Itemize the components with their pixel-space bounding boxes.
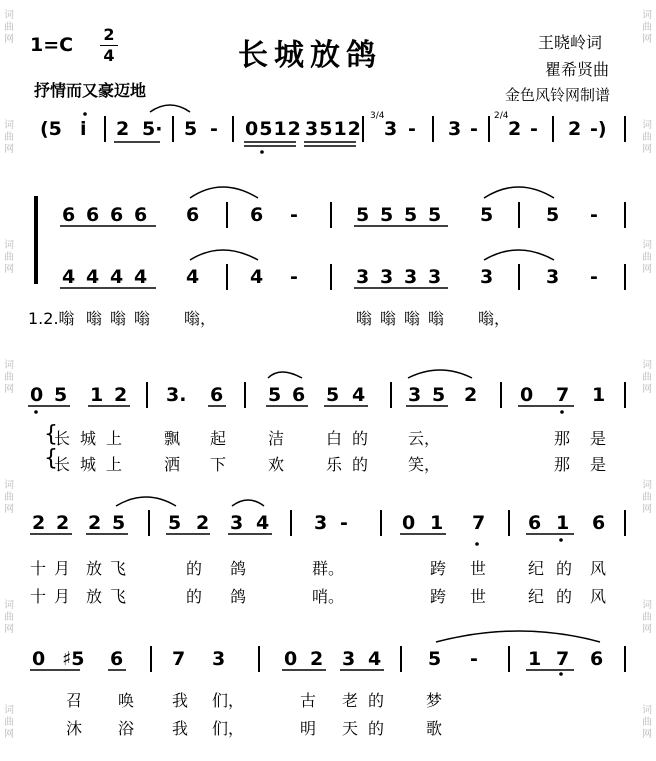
note: 7 xyxy=(172,648,186,670)
lyric: 纪 xyxy=(528,559,545,578)
watermark-left: 词 曲 网 xyxy=(4,120,14,155)
composer: 瞿希贤曲 xyxy=(545,60,610,79)
note: 1 xyxy=(592,384,606,406)
lyric: 白 xyxy=(326,429,343,448)
note: ♯5 xyxy=(62,648,85,670)
note: 3 xyxy=(356,266,370,288)
lyric: 嗡 xyxy=(428,309,445,328)
lyric: 起 xyxy=(210,429,227,448)
note: 6 xyxy=(590,648,604,670)
note: 3 xyxy=(404,266,418,288)
note: -) xyxy=(590,118,607,140)
lyric: 洁 xyxy=(268,429,285,448)
note: 5 xyxy=(480,204,494,226)
lyric: 乐 xyxy=(326,455,343,474)
note: - xyxy=(470,648,478,670)
watermark-left: 词 曲 网 xyxy=(4,10,14,45)
watermark-right: 词 曲 网 xyxy=(642,360,652,395)
lyric: 的 xyxy=(368,719,385,738)
note-group: 3512 xyxy=(305,118,362,140)
note: 6 xyxy=(528,512,542,534)
lyric: 歌 xyxy=(426,719,443,738)
lyric: 上 xyxy=(106,455,123,474)
lyric: 鸽 xyxy=(230,587,247,606)
note: 5 xyxy=(356,204,370,226)
watermark-right: 词 曲 网 xyxy=(642,10,652,45)
lyric: 城 xyxy=(80,455,97,474)
lyric: 十 xyxy=(30,587,47,606)
lyricist: 王晓岭词 xyxy=(538,33,603,52)
time-top: 2 xyxy=(103,25,115,44)
note: 3 xyxy=(212,648,226,670)
note: 4 xyxy=(368,648,382,670)
meter-change: 3/4 xyxy=(370,111,385,121)
lyric: 月 xyxy=(54,559,71,578)
note: 4 xyxy=(352,384,366,406)
note: 3. xyxy=(166,384,187,406)
watermark-right: 词 曲 网 xyxy=(642,480,652,515)
lyric: 飞 xyxy=(110,587,127,606)
watermark-right: 词 曲 网 xyxy=(642,120,652,155)
verse-brace: { xyxy=(44,422,58,447)
note: 0 xyxy=(520,384,534,406)
lyric: 飞 xyxy=(110,559,127,578)
note: 1 xyxy=(528,648,542,670)
note: 6 xyxy=(110,648,124,670)
lyric: 世 xyxy=(470,587,487,606)
note: - xyxy=(590,266,598,288)
note: - xyxy=(590,204,598,226)
lyric: 城 xyxy=(80,429,97,448)
song-title: 长城放鸽 xyxy=(238,38,382,73)
note: 4 xyxy=(186,266,200,288)
note: 5 xyxy=(428,648,442,670)
note: 6 xyxy=(250,204,264,226)
key-signature: 1=C xyxy=(30,34,74,56)
time-bottom: 4 xyxy=(103,46,115,65)
lyric: 嗡 xyxy=(380,309,397,328)
note: 6 xyxy=(62,204,76,226)
note: 0 xyxy=(30,384,44,406)
note: 2 xyxy=(464,384,478,406)
note: - xyxy=(470,118,478,140)
watermark-right: 词 曲 网 xyxy=(642,600,652,635)
lyric: 的 xyxy=(186,587,203,606)
lyric: 月 xyxy=(54,587,71,606)
note: - xyxy=(408,118,416,140)
note: 4 xyxy=(256,512,270,534)
lyric: 们， xyxy=(212,719,245,738)
note: 4 xyxy=(62,266,76,288)
note: (5 xyxy=(40,118,62,140)
lyric: 浴 xyxy=(118,719,135,738)
lyric: 嗡， xyxy=(478,309,511,328)
note: - xyxy=(530,118,538,140)
note: 5 xyxy=(404,204,418,226)
meter-change: 2/4 xyxy=(494,111,509,121)
lyric: 我 xyxy=(172,719,189,738)
lyric: 嗡， xyxy=(184,309,217,328)
lyric: 长 xyxy=(54,429,71,448)
note: 2 xyxy=(56,512,70,534)
lyric: 嗡 xyxy=(110,309,127,328)
lyric: 笑， xyxy=(408,455,441,474)
note: 1 xyxy=(90,384,104,406)
note: 5 xyxy=(380,204,394,226)
lyric: 放 xyxy=(86,587,103,606)
lyric: 老 xyxy=(342,691,359,710)
lyric: 欢 xyxy=(268,455,285,474)
lyric: 飘 xyxy=(164,429,181,448)
lyric: 风 xyxy=(590,559,607,578)
lyric: 那 xyxy=(554,455,571,474)
note: 7 xyxy=(556,648,570,670)
lyric: 洒 xyxy=(164,455,181,474)
note: 4 xyxy=(86,266,100,288)
note: 5 xyxy=(168,512,182,534)
watermark-left: 词 曲 网 xyxy=(4,240,14,275)
note: 2 xyxy=(116,118,130,140)
lyric: 世 xyxy=(470,559,487,578)
verse-brace: { xyxy=(44,446,58,471)
note: 3 xyxy=(384,118,398,140)
note: 3 xyxy=(546,266,560,288)
lyric: 沐 xyxy=(66,719,83,738)
lyric: 上 xyxy=(106,429,123,448)
lyric: 风 xyxy=(590,587,607,606)
note: 5 xyxy=(112,512,126,534)
note: 5 xyxy=(268,384,282,406)
watermark-left: 词 曲 网 xyxy=(4,600,14,635)
note: 3 xyxy=(314,512,328,534)
lyric: 十 xyxy=(30,559,47,578)
lyric: 放 xyxy=(86,559,103,578)
note: 4 xyxy=(250,266,264,288)
note: 6 xyxy=(592,512,606,534)
note: 3 xyxy=(428,266,442,288)
score-maker: 金色风铃网制谱 xyxy=(505,86,611,104)
watermark-right: 词 曲 网 xyxy=(642,705,652,740)
lyric: 鸽 xyxy=(230,559,247,578)
note: 2 xyxy=(196,512,210,534)
lyric: 召 xyxy=(66,691,83,710)
note: 2 xyxy=(32,512,46,534)
watermark-right: 词 曲 网 xyxy=(642,240,652,275)
note: - xyxy=(210,118,218,140)
note: - xyxy=(290,266,298,288)
note: 6 xyxy=(110,204,124,226)
lyric: 嗡 xyxy=(134,309,151,328)
watermark-left: 词 曲 网 xyxy=(4,360,14,395)
lyric: 我 xyxy=(172,691,189,710)
note: 3 xyxy=(380,266,394,288)
note: 4 xyxy=(110,266,124,288)
lyric: 们， xyxy=(212,691,245,710)
lyric: 嗡 xyxy=(86,309,103,328)
lyric: 那 xyxy=(554,429,571,448)
note: 2 xyxy=(88,512,102,534)
note: 2 xyxy=(310,648,324,670)
lyric: 是 xyxy=(590,455,607,474)
note: 3 xyxy=(480,266,494,288)
lyric: 云， xyxy=(408,429,441,448)
note: 0 xyxy=(32,648,46,670)
lyric: 下 xyxy=(210,455,227,474)
lyric: 的 xyxy=(186,559,203,578)
lyric: 哨。 xyxy=(312,587,345,606)
note: 6 xyxy=(134,204,148,226)
note: 2 xyxy=(508,118,522,140)
lyric: 跨 xyxy=(430,587,447,606)
note: 3 xyxy=(408,384,422,406)
note: 3 xyxy=(342,648,356,670)
note: 3 xyxy=(448,118,462,140)
note: - xyxy=(290,204,298,226)
note: 4 xyxy=(134,266,148,288)
note: 5 xyxy=(326,384,340,406)
note: 6 xyxy=(186,204,200,226)
note: 2 xyxy=(114,384,128,406)
note: 5 xyxy=(432,384,446,406)
lyric: 是 xyxy=(590,429,607,448)
note-group: 0512 xyxy=(245,118,302,140)
lyric: 的 xyxy=(352,429,369,448)
note: - xyxy=(340,512,348,534)
watermark-left: 词 曲 网 xyxy=(4,480,14,515)
lyric: 嗡 xyxy=(356,309,373,328)
note: 2 xyxy=(568,118,582,140)
note: i xyxy=(80,118,87,140)
lyric: 梦 xyxy=(426,691,443,710)
lyric: 的 xyxy=(352,455,369,474)
note: 3 xyxy=(230,512,244,534)
lyric: 群。 xyxy=(312,559,345,578)
note: 7 xyxy=(556,384,570,406)
note: 5 xyxy=(54,384,68,406)
note: 5 xyxy=(428,204,442,226)
lyric: 长 xyxy=(54,455,71,474)
lyric: 嗡 xyxy=(404,309,421,328)
lyric: 的 xyxy=(556,559,573,578)
note: 5· xyxy=(142,118,163,140)
tempo-marking: 抒情而又豪迈地 xyxy=(34,81,147,100)
note: 7 xyxy=(472,512,486,534)
note: 0 xyxy=(284,648,298,670)
note: 1 xyxy=(430,512,444,534)
watermark-left: 词 曲 网 xyxy=(4,705,14,740)
note: 5 xyxy=(184,118,198,140)
note: 1 xyxy=(556,512,570,534)
lyric: 的 xyxy=(556,587,573,606)
lyric: 明 xyxy=(300,719,317,738)
note: 0 xyxy=(402,512,416,534)
lyric: 纪 xyxy=(528,587,545,606)
lyric: 的 xyxy=(368,691,385,710)
lyric: 古 xyxy=(300,691,317,710)
note: 6 xyxy=(210,384,224,406)
note: 6 xyxy=(292,384,306,406)
note: 6 xyxy=(86,204,100,226)
lyric: 跨 xyxy=(430,559,447,578)
note: 5 xyxy=(546,204,560,226)
lyric: 唤 xyxy=(118,691,135,710)
lyric: 天 xyxy=(342,719,359,738)
lyric: 1.2.嗡 xyxy=(28,309,75,328)
